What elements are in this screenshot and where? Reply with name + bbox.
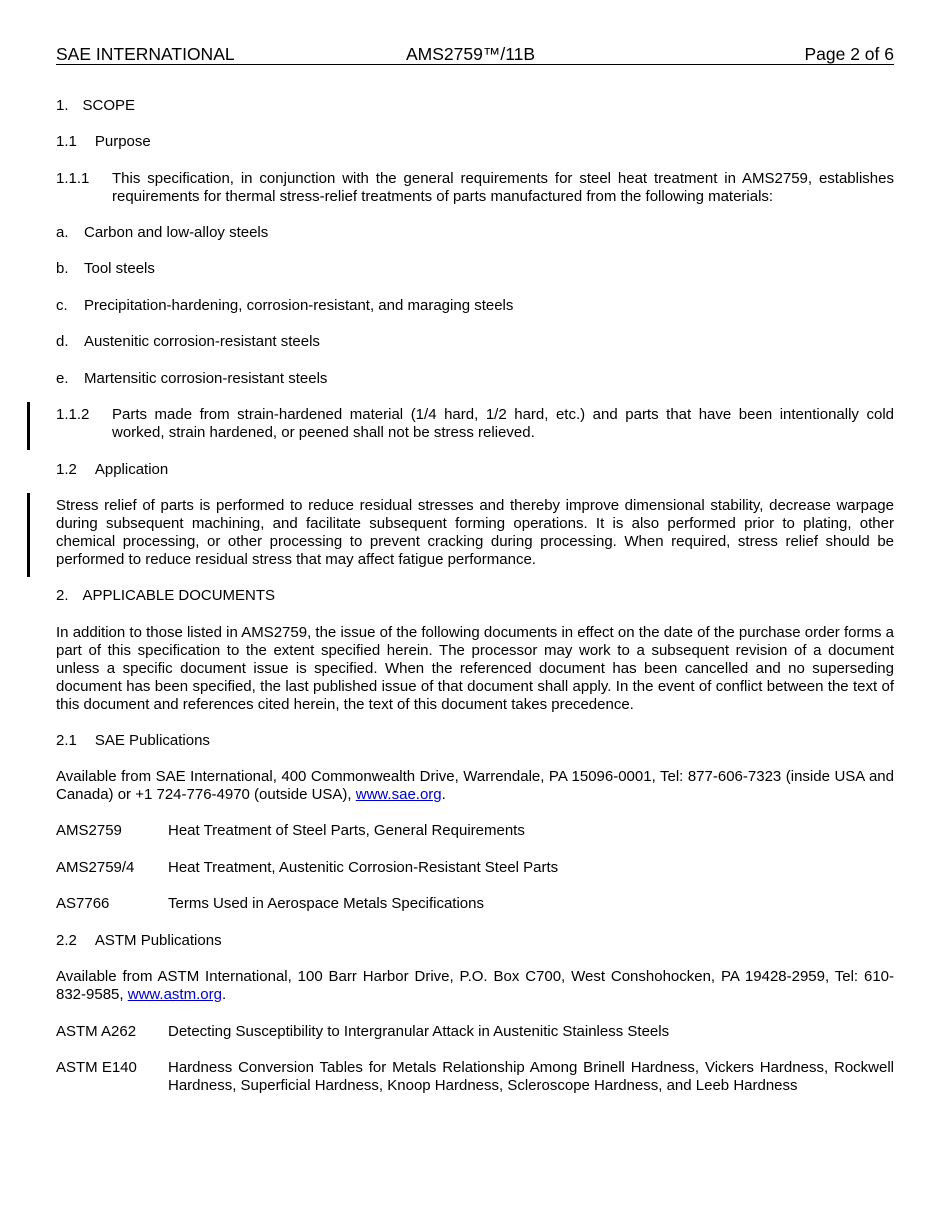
document-title: Terms Used in Aerospace Metals Specifications — [168, 895, 484, 912]
section-title: SCOPE — [82, 97, 136, 114]
list-letter: a. — [56, 224, 69, 241]
revision-change-bar — [27, 402, 30, 450]
section-number: 2. — [56, 587, 69, 604]
list-text: Carbon and low-alloy steels — [84, 224, 269, 241]
list-text: Martensitic corrosion-resistant steels — [84, 370, 328, 387]
section-number: 1.2 — [56, 461, 77, 478]
list-letter: e. — [56, 370, 69, 387]
section-1-2-heading — [56, 461, 894, 479]
section-number: 1.1 — [56, 133, 77, 150]
reference-document-row — [56, 859, 894, 877]
list-text: Austenitic corrosion-resistant steels — [84, 333, 320, 350]
document-id: AS7766 — [56, 895, 110, 912]
paragraph-number: 1.1.2 — [56, 406, 90, 423]
list-item — [56, 260, 894, 278]
document-title: Detecting Susceptibility to Intergranular Attack in Austenitic Stainless Steels — [168, 1023, 670, 1040]
reference-document-row — [56, 822, 894, 840]
section-title: Application — [94, 461, 169, 478]
list-item — [56, 224, 894, 242]
document-id: ASTM E140 — [56, 1059, 137, 1076]
section-1-heading — [56, 97, 894, 115]
page-header — [56, 44, 894, 65]
section-title: SAE Publications — [94, 732, 210, 749]
list-item — [56, 297, 894, 315]
paragraph-text: Parts made from strain-hardened material (1/4 hard, 1/2 hard, etc.) and parts that have been intentionally cold worked, strain hardened, or peened shall not be stress relieved. — [112, 406, 894, 441]
document-title: Hardness Conversion Tables for Metals Relationship Among Brinell Hardness, Vickers Hardness, Rockwell Hardness, Superficial Hardness, Knoop Hardness, Scleroscope Hardness, and Leeb Hardness — [168, 1059, 894, 1094]
period: . — [221, 986, 227, 1003]
section-2-heading — [56, 587, 894, 605]
section-1-1-heading — [56, 133, 894, 151]
paragraph-text: This specification, in conjunction with the general requirements for steel heat treatment in AMS2759, establishes requirements for thermal stress-relief treatments of parts manufactured from the following materials: — [112, 170, 894, 205]
section-number: 1. — [56, 97, 69, 114]
astm-availability-paragraph — [56, 968, 894, 1004]
reference-document-row — [56, 1059, 894, 1095]
astm-website-link[interactable]: www.astm.org — [127, 986, 222, 1003]
section-number: 2.1 — [56, 732, 77, 749]
list-letter: c. — [56, 297, 68, 314]
document-id: AMS2759/4 — [56, 859, 135, 876]
section-title: ASTM Publications — [94, 932, 222, 949]
revision-change-bar — [27, 493, 30, 577]
document-id: ASTM A262 — [56, 1023, 137, 1040]
sae-availability-paragraph — [56, 768, 894, 804]
list-letter: b. — [56, 260, 69, 277]
section-title: Purpose — [94, 133, 151, 150]
period: . — [441, 786, 446, 803]
document-id: AMS2759 — [56, 822, 122, 839]
paragraph-number: 1.1.1 — [56, 170, 90, 187]
list-text: Precipitation-hardening, corrosion-resistant, and maraging steels — [84, 297, 514, 314]
reference-document-row — [56, 1023, 894, 1041]
section-number: 2.2 — [56, 932, 77, 949]
reference-document-row — [56, 895, 894, 913]
header-document-id: AMS2759™/11B — [406, 44, 536, 64]
section-2-1-heading — [56, 732, 894, 750]
availability-text: Available from ASTM International, 100 Barr Harbor Drive, P.O. Box C700, West Conshohocken, PA 19428-2959, Tel: 610-832-9585, — [56, 968, 894, 1003]
header-page-number: Page 2 of 6 — [804, 44, 894, 64]
paragraph-1-1-1 — [56, 170, 894, 206]
availability-text: Available from SAE International, 400 Commonwealth Drive, Warrendale, PA 15096-0001, Tel: 877-606-7323 (inside USA and Canada) or +1 724-776-4970 (outside USA), — [56, 768, 894, 803]
section-title: APPLICABLE DOCUMENTS — [82, 587, 276, 604]
sae-website-link[interactable]: www.sae.org — [355, 786, 442, 803]
section-2-2-heading — [56, 932, 894, 950]
document-title: Heat Treatment, Austenitic Corrosion-Resistant Steel Parts — [168, 859, 559, 876]
paragraph-1-1-2 — [56, 406, 894, 442]
list-text: Tool steels — [84, 260, 155, 277]
document-title: Heat Treatment of Steel Parts, General Requirements — [168, 822, 525, 839]
list-item — [56, 370, 894, 388]
list-item — [56, 333, 894, 351]
list-letter: d. — [56, 333, 69, 350]
header-organization: SAE INTERNATIONAL — [56, 44, 235, 64]
applicable-documents-paragraph: In addition to those listed in AMS2759, the issue of the following documents in effect on the date of the purchase order forms a part of this specification to the extent specified herein. The processor may work to a subsequent revision of a document unless a specific document issue is specified. When the referenced document has been cancelled and no superseding document has been specified, the last published issue of that document shall apply. In the event of conflict between the text of this document and references cited herein, the text of this document takes precedence. — [56, 624, 894, 713]
application-paragraph: Stress relief of parts is performed to reduce residual stresses and thereby improve dimensional stability, decrease warpage during subsequent machining, and facilitate subsequent forming operations. It is also performed prior to plating, other chemical processing, or other processing to prevent cracking during processing. When required, stress relief should be performed to reduce residual stress that may affect fatigue performance. — [56, 497, 894, 568]
